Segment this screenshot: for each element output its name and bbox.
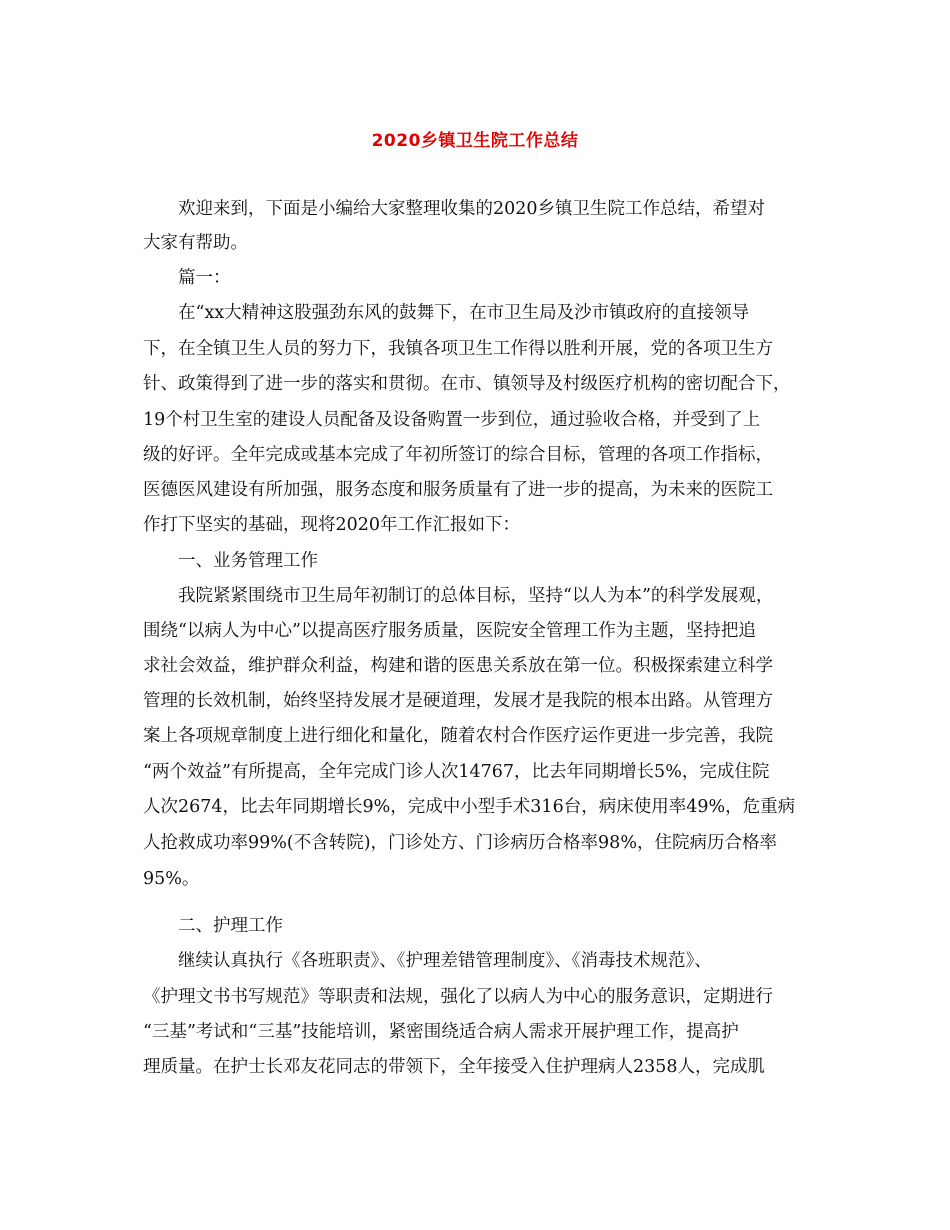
text-line: 求社会效益，维护群众利益，构建和谐的医患关系放在第一位。积极探索建立科学 — [143, 656, 773, 676]
text-line: 案上各项规章制度上进行细化和量化，随着农村合作医疗运作更进一步完善，我院 — [143, 726, 773, 746]
text-line: 管理的长效机制，始终坚持发展才是硬道理，发展才是我院的根本出路。从管理方 — [143, 691, 773, 711]
document-title: 2020乡镇卫生院工作总结 — [371, 131, 579, 151]
text-line: 我院紧紧围绕市卫生局年初制订的总体目标，坚持“以人为本”的科学发展观， — [178, 586, 774, 606]
text-line: “三基”考试和“三基”技能培训，紧密围绕适合病人需求开展护理工作，提高护 — [143, 1022, 739, 1042]
text-line: 下，在全镇卫生人员的努力下，我镇各项卫生工作得以胜利开展，党的各项卫生方 — [143, 339, 773, 359]
text-line: 人抢救成功率99%(不含转院)，门诊处方、门诊病历合格率98%，住院病历合格率 — [143, 833, 777, 853]
text-line: 95%。 — [143, 869, 200, 889]
text-line: 针、政策得到了进一步的落实和贯彻。在市、镇领导及村级医疗机构的密切配合下， — [143, 374, 791, 394]
text-line: 《护理文书书写规范》等职责和法规，强化了以病人为中心的服务意识，定期进行 — [143, 987, 773, 1007]
text-line: 围绕“以病人为中心”以提高医疗服务质量，医院安全管理工作为主题，坚持把追 — [143, 621, 756, 641]
text-line: 篇一： — [178, 268, 231, 288]
text-line: “两个效益”有所提高，全年完成门诊人次14767，比去年同期增长5%，完成住院 — [143, 762, 770, 782]
section-heading: 二、护理工作 — [178, 916, 283, 936]
text-line: 大家有帮助。 — [143, 233, 248, 253]
text-line: 在“xx大精神这股强劲东风的鼓舞下，在市卫生局及沙市镇政府的直接领导 — [178, 303, 750, 323]
text-line: 级的好评。全年完成或基本完成了年初所签订的综合目标，管理的各项工作指标， — [143, 445, 773, 465]
text-line: 医德医风建设有所加强，服务态度和服务质量有了进一步的提高，为未来的医院工 — [143, 480, 773, 500]
text-line: 19个村卫生室的建设人员配备及设备购置一步到位，通过验收合格，并受到了上 — [143, 410, 761, 430]
text-line: 人次2674，比去年同期增长9%，完成中小型手术316台，病床使用率49%，危重病 — [143, 797, 796, 817]
section-heading: 一、业务管理工作 — [178, 551, 318, 571]
text-line: 作打下坚实的基础，现将2020年工作汇报如下： — [143, 515, 521, 535]
text-line: 继续认真执行《各班职责》、《护理差错管理制度》、《消毒技术规范》、 — [178, 951, 712, 971]
text-line: 欢迎来到，下面是小编给大家整理收集的2020乡镇卫生院工作总结，希望对 — [178, 199, 766, 219]
text-line: 理质量。在护士长邓友花同志的带领下，全年接受入住护理病人2358人，完成肌 — [143, 1057, 766, 1077]
